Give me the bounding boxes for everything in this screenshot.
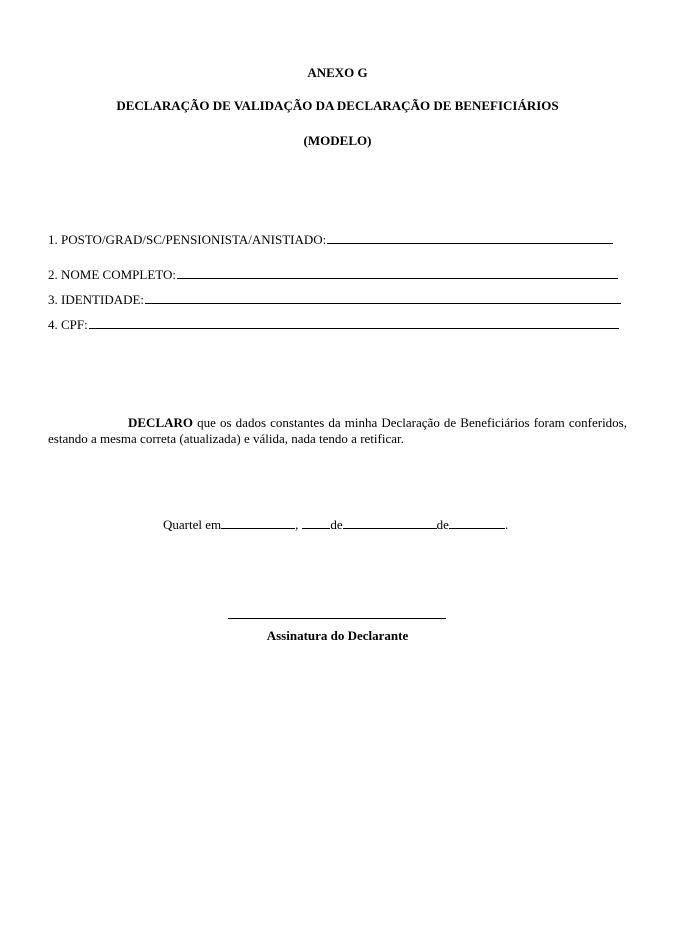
field-posto-grad: [48, 231, 613, 248]
field-label: 4. CPF:: [48, 317, 88, 332]
fill-line[interactable]: [145, 291, 621, 304]
field-identidade: [48, 291, 621, 308]
document-subtitle: (MODELO): [303, 133, 372, 148]
date-de-2: de: [436, 517, 449, 532]
field-label: 1. POSTO/GRAD/SC/PENSIONISTA/ANISTIADO:: [48, 232, 327, 247]
fill-line[interactable]: [177, 266, 618, 279]
declaration-bold-word: DECLARO: [128, 415, 194, 430]
date-line: [163, 516, 508, 533]
declaration-text: que os dados constantes da minha Declaração de Beneficiários foram conferidos, estando a mesma correta (atualizada) e válida, nada tendo a retificar.: [48, 415, 627, 446]
signature-line[interactable]: [228, 618, 446, 619]
fill-line[interactable]: [89, 316, 619, 329]
day-blank[interactable]: [302, 516, 330, 529]
field-label: 2. NOME COMPLETO:: [48, 267, 176, 282]
date-comma: ,: [295, 517, 299, 532]
place-blank[interactable]: [221, 516, 295, 529]
field-cpf: [48, 316, 619, 333]
annex-heading: ANEXO G: [307, 65, 368, 80]
field-nome-completo: [48, 266, 618, 283]
fill-line[interactable]: [327, 231, 613, 244]
date-period: .: [504, 517, 509, 532]
field-label: 3. IDENTIDADE:: [48, 292, 145, 307]
date-de-1: de: [330, 517, 343, 532]
document-title: DECLARAÇÃO DE VALIDAÇÃO DA DECLARAÇÃO DE BENEFICIÁRIOS: [116, 98, 559, 113]
month-blank[interactable]: [343, 516, 437, 529]
declaration-paragraph: [48, 415, 627, 447]
year-blank[interactable]: [449, 516, 505, 529]
date-prefix: Quartel em: [163, 517, 222, 532]
signature-label: Assinatura do Declarante: [266, 628, 409, 643]
